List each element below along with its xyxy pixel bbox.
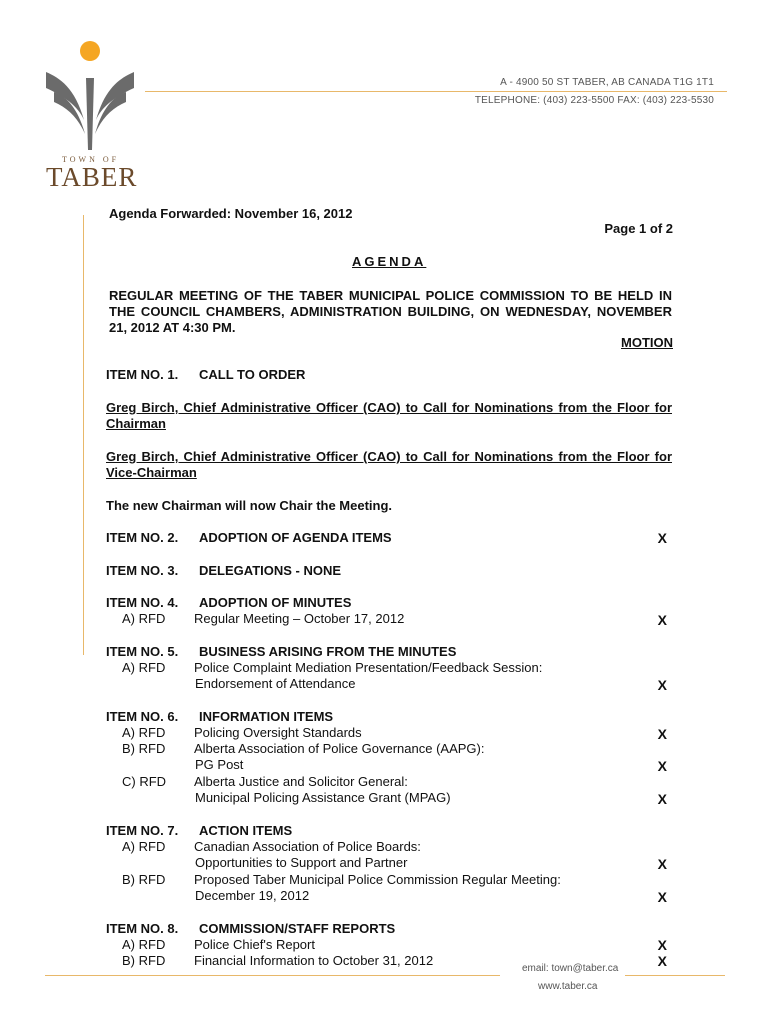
item-5a-cont: Endorsement of Attendance — [195, 676, 356, 691]
sub-item-text: Regular Meeting – October 17, 2012 — [194, 611, 405, 626]
agenda-forwarded: Agenda Forwarded: November 16, 2012 — [109, 206, 353, 221]
item-6b — [122, 741, 484, 756]
page-number: Page 1 of 2 — [604, 221, 673, 236]
item-6b-cont: PG Post — [195, 757, 244, 772]
item-8a — [122, 937, 315, 952]
letterhead-address: A - 4900 50 ST TABER, AB CANADA T1G 1T1 — [500, 77, 714, 88]
footer-email: email: town@taber.ca — [522, 963, 619, 974]
item-5a — [122, 660, 542, 675]
footer-rule-left — [45, 975, 500, 976]
sub-item-label: B) RFD — [122, 953, 166, 968]
item-number: ITEM NO. 3. — [106, 563, 179, 578]
item-6c — [122, 774, 408, 789]
item-7a — [122, 839, 421, 854]
sub-item-label: A) RFD — [122, 611, 166, 626]
item-title: BUSINESS ARISING FROM THE MINUTES — [199, 644, 457, 659]
sub-item-text: Alberta Justice and Solicitor General: — [194, 774, 408, 789]
item-6b-motion-mark: X — [657, 758, 667, 774]
item-8-heading — [106, 921, 395, 936]
item-7a-cont: Opportunities to Support and Partner — [195, 855, 408, 870]
sub-item-text: Proposed Taber Municipal Police Commission Regular Meeting: — [194, 872, 561, 887]
item-1-heading — [106, 367, 305, 382]
item-number: ITEM NO. 8. — [106, 921, 179, 936]
item-4a-motion-mark: X — [657, 612, 667, 628]
item-number: ITEM NO. 5. — [106, 644, 179, 659]
item-2-heading — [106, 530, 392, 545]
logo-left-wing — [46, 72, 84, 120]
item-6-heading — [106, 709, 333, 724]
item-title: ACTION ITEMS — [199, 823, 293, 838]
item-7a-motion-mark: X — [657, 856, 667, 872]
item-title: ADOPTION OF MINUTES — [199, 595, 352, 610]
item-3-heading — [106, 563, 341, 578]
item-number: ITEM NO. 1. — [106, 367, 179, 382]
item-5-heading — [106, 644, 456, 659]
item-number: ITEM NO. 6. — [106, 709, 179, 724]
item-7b-cont: December 19, 2012 — [195, 888, 310, 903]
agenda-title: AGENDA — [352, 254, 427, 269]
left-margin-rule — [83, 215, 84, 655]
item-8b — [122, 953, 433, 968]
sub-item-text: Policing Oversight Standards — [194, 725, 362, 740]
item-number: ITEM NO. 4. — [106, 595, 179, 610]
sub-item-text: Police Complaint Mediation Presentation/Feedback Session: — [194, 660, 543, 675]
sub-item-text: Police Chief's Report — [194, 937, 315, 952]
item-title: COMMISSION/STAFF REPORTS — [199, 921, 396, 936]
logo-sun — [80, 41, 100, 61]
item-7b — [122, 872, 561, 887]
item-6c-cont: Municipal Policing Assistance Grant (MPAG) — [195, 790, 451, 805]
sub-item-text: Canadian Association of Police Boards: — [194, 839, 421, 854]
sub-item-label: B) RFD — [122, 741, 166, 756]
nomination-vice-chairman: Greg Birch, Chief Administrative Officer (CAO) to Call for Nominations from the Floor for Vice-Chairman — [106, 449, 672, 480]
footer-rule-right — [625, 975, 725, 976]
sub-item-text: Alberta Association of Police Governance (AAPG): — [194, 741, 485, 756]
letterhead-telephone: TELEPHONE: (403) 223-5500 FAX: (403) 223-5530 — [474, 95, 714, 106]
chair-note: The new Chairman will now Chair the Meeting. — [106, 498, 393, 513]
item-4a — [122, 611, 404, 626]
item-6a — [122, 725, 362, 740]
sub-item-label: A) RFD — [122, 839, 166, 854]
logo-right-wing — [96, 72, 134, 120]
footer-website: www.taber.ca — [538, 981, 598, 992]
sub-item-label: C) RFD — [122, 774, 167, 789]
item-6c-motion-mark: X — [657, 791, 667, 807]
item-4-heading — [106, 595, 351, 610]
item-title: INFORMATION ITEMS — [199, 709, 334, 724]
sub-item-label: A) RFD — [122, 725, 166, 740]
meeting-intro: REGULAR MEETING OF THE TABER MUNICIPAL POLICE COMMISSION TO BE HELD IN THE COUNCIL CHAMBERS, ADMINISTRATION BUILDING, ON WEDNESDAY, NOVEMBER 21, 2012 AT 4:30 PM. — [109, 288, 672, 335]
item-8a-motion-mark: X — [657, 937, 667, 953]
item-6a-motion-mark: X — [657, 726, 667, 742]
letterhead-rule — [145, 91, 727, 92]
item-title: ADOPTION OF AGENDA ITEMS — [199, 530, 392, 545]
sub-item-label: A) RFD — [122, 660, 166, 675]
logo-town-of: TOWN OF — [62, 155, 120, 164]
town-of-taber-logo — [40, 38, 140, 153]
nomination-chairman: Greg Birch, Chief Administrative Officer (CAO) to Call for Nominations from the Floor for Chairman — [106, 400, 672, 431]
item-8b-motion-mark: X — [657, 953, 667, 969]
item-title: CALL TO ORDER — [199, 367, 306, 382]
sub-item-text: Financial Information to October 31, 2012 — [194, 953, 434, 968]
logo-stem — [86, 78, 94, 150]
item-5a-motion-mark: X — [657, 677, 667, 693]
motion-header: MOTION — [621, 335, 673, 350]
item-2-motion-mark: X — [657, 530, 667, 546]
sub-item-label: B) RFD — [122, 872, 166, 887]
item-7b-motion-mark: X — [657, 889, 667, 905]
item-7-heading — [106, 823, 292, 838]
sub-item-label: A) RFD — [122, 937, 166, 952]
item-number: ITEM NO. 2. — [106, 530, 179, 545]
item-number: ITEM NO. 7. — [106, 823, 179, 838]
item-title: DELEGATIONS - NONE — [199, 563, 342, 578]
logo-town-name: TABER — [46, 162, 138, 192]
